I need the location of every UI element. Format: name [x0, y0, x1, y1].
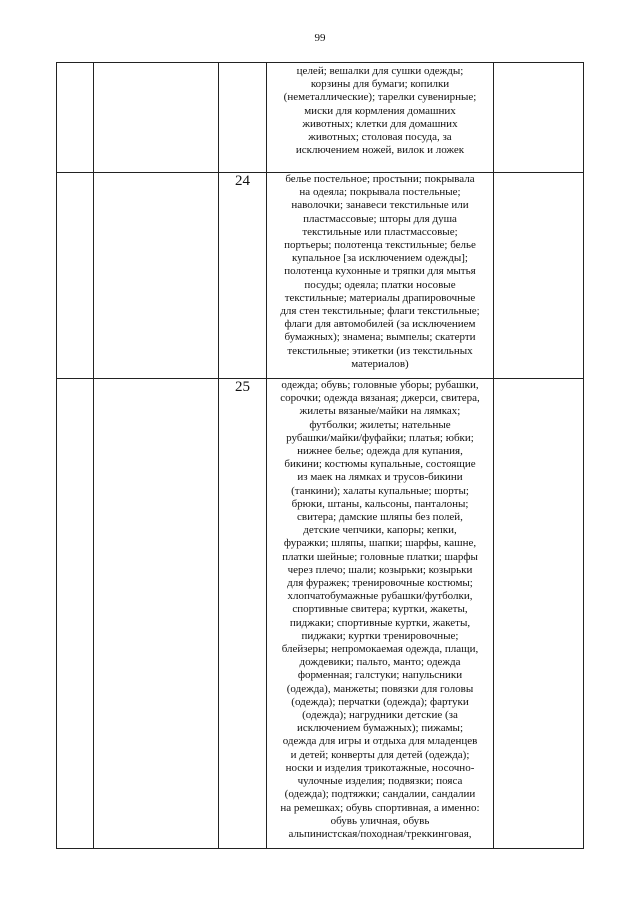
- description-line: (одежда); подтяжки; сандалии, сандалии: [284, 788, 476, 801]
- description-line: и детей; конверты для детей (одежда);: [290, 748, 470, 761]
- description-line: (одежда); нагрудники детские (за: [302, 709, 458, 722]
- description-line: исключением бумажных); пижамы;: [297, 722, 463, 735]
- goods-classification-table: [56, 62, 584, 849]
- goods-description-cell: [267, 173, 494, 379]
- description-line: жилеты вязаные/майки на лямках;: [299, 405, 461, 418]
- description-line: животных; клетки для домашних: [302, 117, 458, 130]
- description-line: (одежда), манжеты; повязки для головы: [286, 682, 474, 695]
- empty-cell-col1: [57, 173, 94, 379]
- description-line: хлопчатобумажные рубашки/футболки,: [287, 590, 473, 603]
- empty-cell-col5: [494, 173, 584, 379]
- description-line: белье постельное; простыни; покрывала: [285, 173, 475, 185]
- description-line: целей; вешалки для сушки одежды;: [296, 65, 464, 77]
- description-line: из маек на лямках и трусов-бикини: [297, 471, 463, 484]
- description-line: исключением ножей, вилок и ложек: [295, 144, 465, 157]
- empty-cell-col5: [494, 379, 584, 849]
- description-line: портьеры; полотенца текстильные; белье: [284, 239, 476, 252]
- description-line: на одеяла; покрывала постельные;: [299, 186, 461, 199]
- description-line: нижнее белье; одежда для купания,: [297, 445, 463, 458]
- description-line: альпинистская/походная/треккинговая,: [288, 827, 472, 840]
- description-line: одежда для игры и отдыха для младенцев: [282, 735, 478, 748]
- description-line: полотенца кухонные и тряпки для мытья: [284, 265, 476, 278]
- page-number: 99: [314, 32, 326, 44]
- description-line: текстильные или пластмассовые;: [302, 225, 458, 238]
- description-line: (одежда); перчатки (одежда); фартуки: [291, 695, 469, 708]
- description-line: текстильные; этикетки (из текстильных: [287, 344, 473, 357]
- description-line: детские чепчики, капоры; кепки,: [303, 524, 457, 537]
- description-line: футболки; жилеты; нательные: [309, 418, 451, 431]
- table-row: [57, 379, 584, 849]
- description-line: дождевики; пальто, манто; одежда: [299, 656, 461, 669]
- description-line: текстильные; материалы драпировочные: [284, 291, 476, 304]
- description-line: рубашки/майки/фуфайки; платья; юбки;: [286, 431, 474, 444]
- description-line: через плечо; шали; козырьки; козырьки: [287, 563, 473, 576]
- description-line: фуражки; шляпы, шапки; шарфы, кашне,: [283, 537, 477, 550]
- empty-cell-col1: [57, 63, 94, 173]
- table-row: [57, 63, 584, 173]
- description-line: миски для кормления домашних: [304, 104, 456, 117]
- goods-description-cell: [267, 63, 494, 173]
- description-line: свитера; дамские шляпы без полей,: [297, 511, 463, 524]
- empty-cell-col5: [494, 63, 584, 173]
- description-line: материалов): [351, 357, 409, 370]
- description-line: обувь уличная, обувь: [330, 814, 430, 827]
- description-line: флаги для автомобилей (за исключением: [284, 318, 476, 331]
- description-line: бумажных); знамена; вымпелы; скатерти: [284, 331, 476, 344]
- description-line: одежда; обувь; головные уборы; рубашки,: [281, 379, 479, 391]
- goods-description-cell: [267, 379, 494, 849]
- description-line: форменная; галстуки; напульсники: [297, 669, 463, 682]
- empty-cell-col1: [57, 379, 94, 849]
- empty-cell-col2: [94, 379, 219, 849]
- empty-cell-col2: [94, 63, 219, 173]
- description-line: пиджаки; куртки тренировочные;: [301, 629, 459, 642]
- description-line: животных; столовая посуда, за: [308, 131, 452, 144]
- description-line: платки шейные; головные платки; шарфы: [282, 550, 478, 563]
- description-line: бикини; костюмы купальные, состоящие: [284, 458, 476, 471]
- description-line: пиджаки; спортивные куртки, жакеты,: [289, 616, 471, 629]
- class-number-cell: 25: [219, 379, 267, 849]
- description-line: пластмассовые; шторы для душа: [303, 212, 457, 225]
- description-line: для стен текстильные; флаги текстильные;: [280, 305, 480, 318]
- description-line: посуды; одеяла; платки носовые: [304, 278, 456, 291]
- class-number-cell: 24: [219, 173, 267, 379]
- description-line: спортивные свитера; куртки, жакеты,: [292, 603, 468, 616]
- description-line: купальное [за исключением одежды];: [291, 252, 468, 265]
- table-row: [57, 173, 584, 379]
- description-line: (танкини); халаты купальные; шорты;: [291, 484, 469, 497]
- description-line: брюки, штаны, кальсоны, панталоны;: [291, 497, 469, 510]
- description-line: носки и изделия трикотажные, носочно-: [285, 761, 475, 774]
- description-line: наволочки; занавеси текстильные или: [291, 199, 469, 212]
- description-line: на ремешках; обувь спортивная, а именно:: [280, 801, 480, 814]
- description-line: сорочки; одежда вязаная; джерси, свитера,: [280, 392, 480, 405]
- class-number-cell: [219, 63, 267, 173]
- description-line: для фуражек; тренировочные костюмы;: [287, 577, 473, 590]
- description-line: чулочные изделия; подвязки; пояса: [297, 775, 463, 788]
- empty-cell-col2: [94, 173, 219, 379]
- description-line: блейзеры; непромокаемая одежда, плащи,: [281, 643, 479, 656]
- description-line: корзины для бумаги; копилки: [310, 78, 450, 91]
- description-line: (неметаллические); тарелки сувенирные;: [283, 91, 477, 104]
